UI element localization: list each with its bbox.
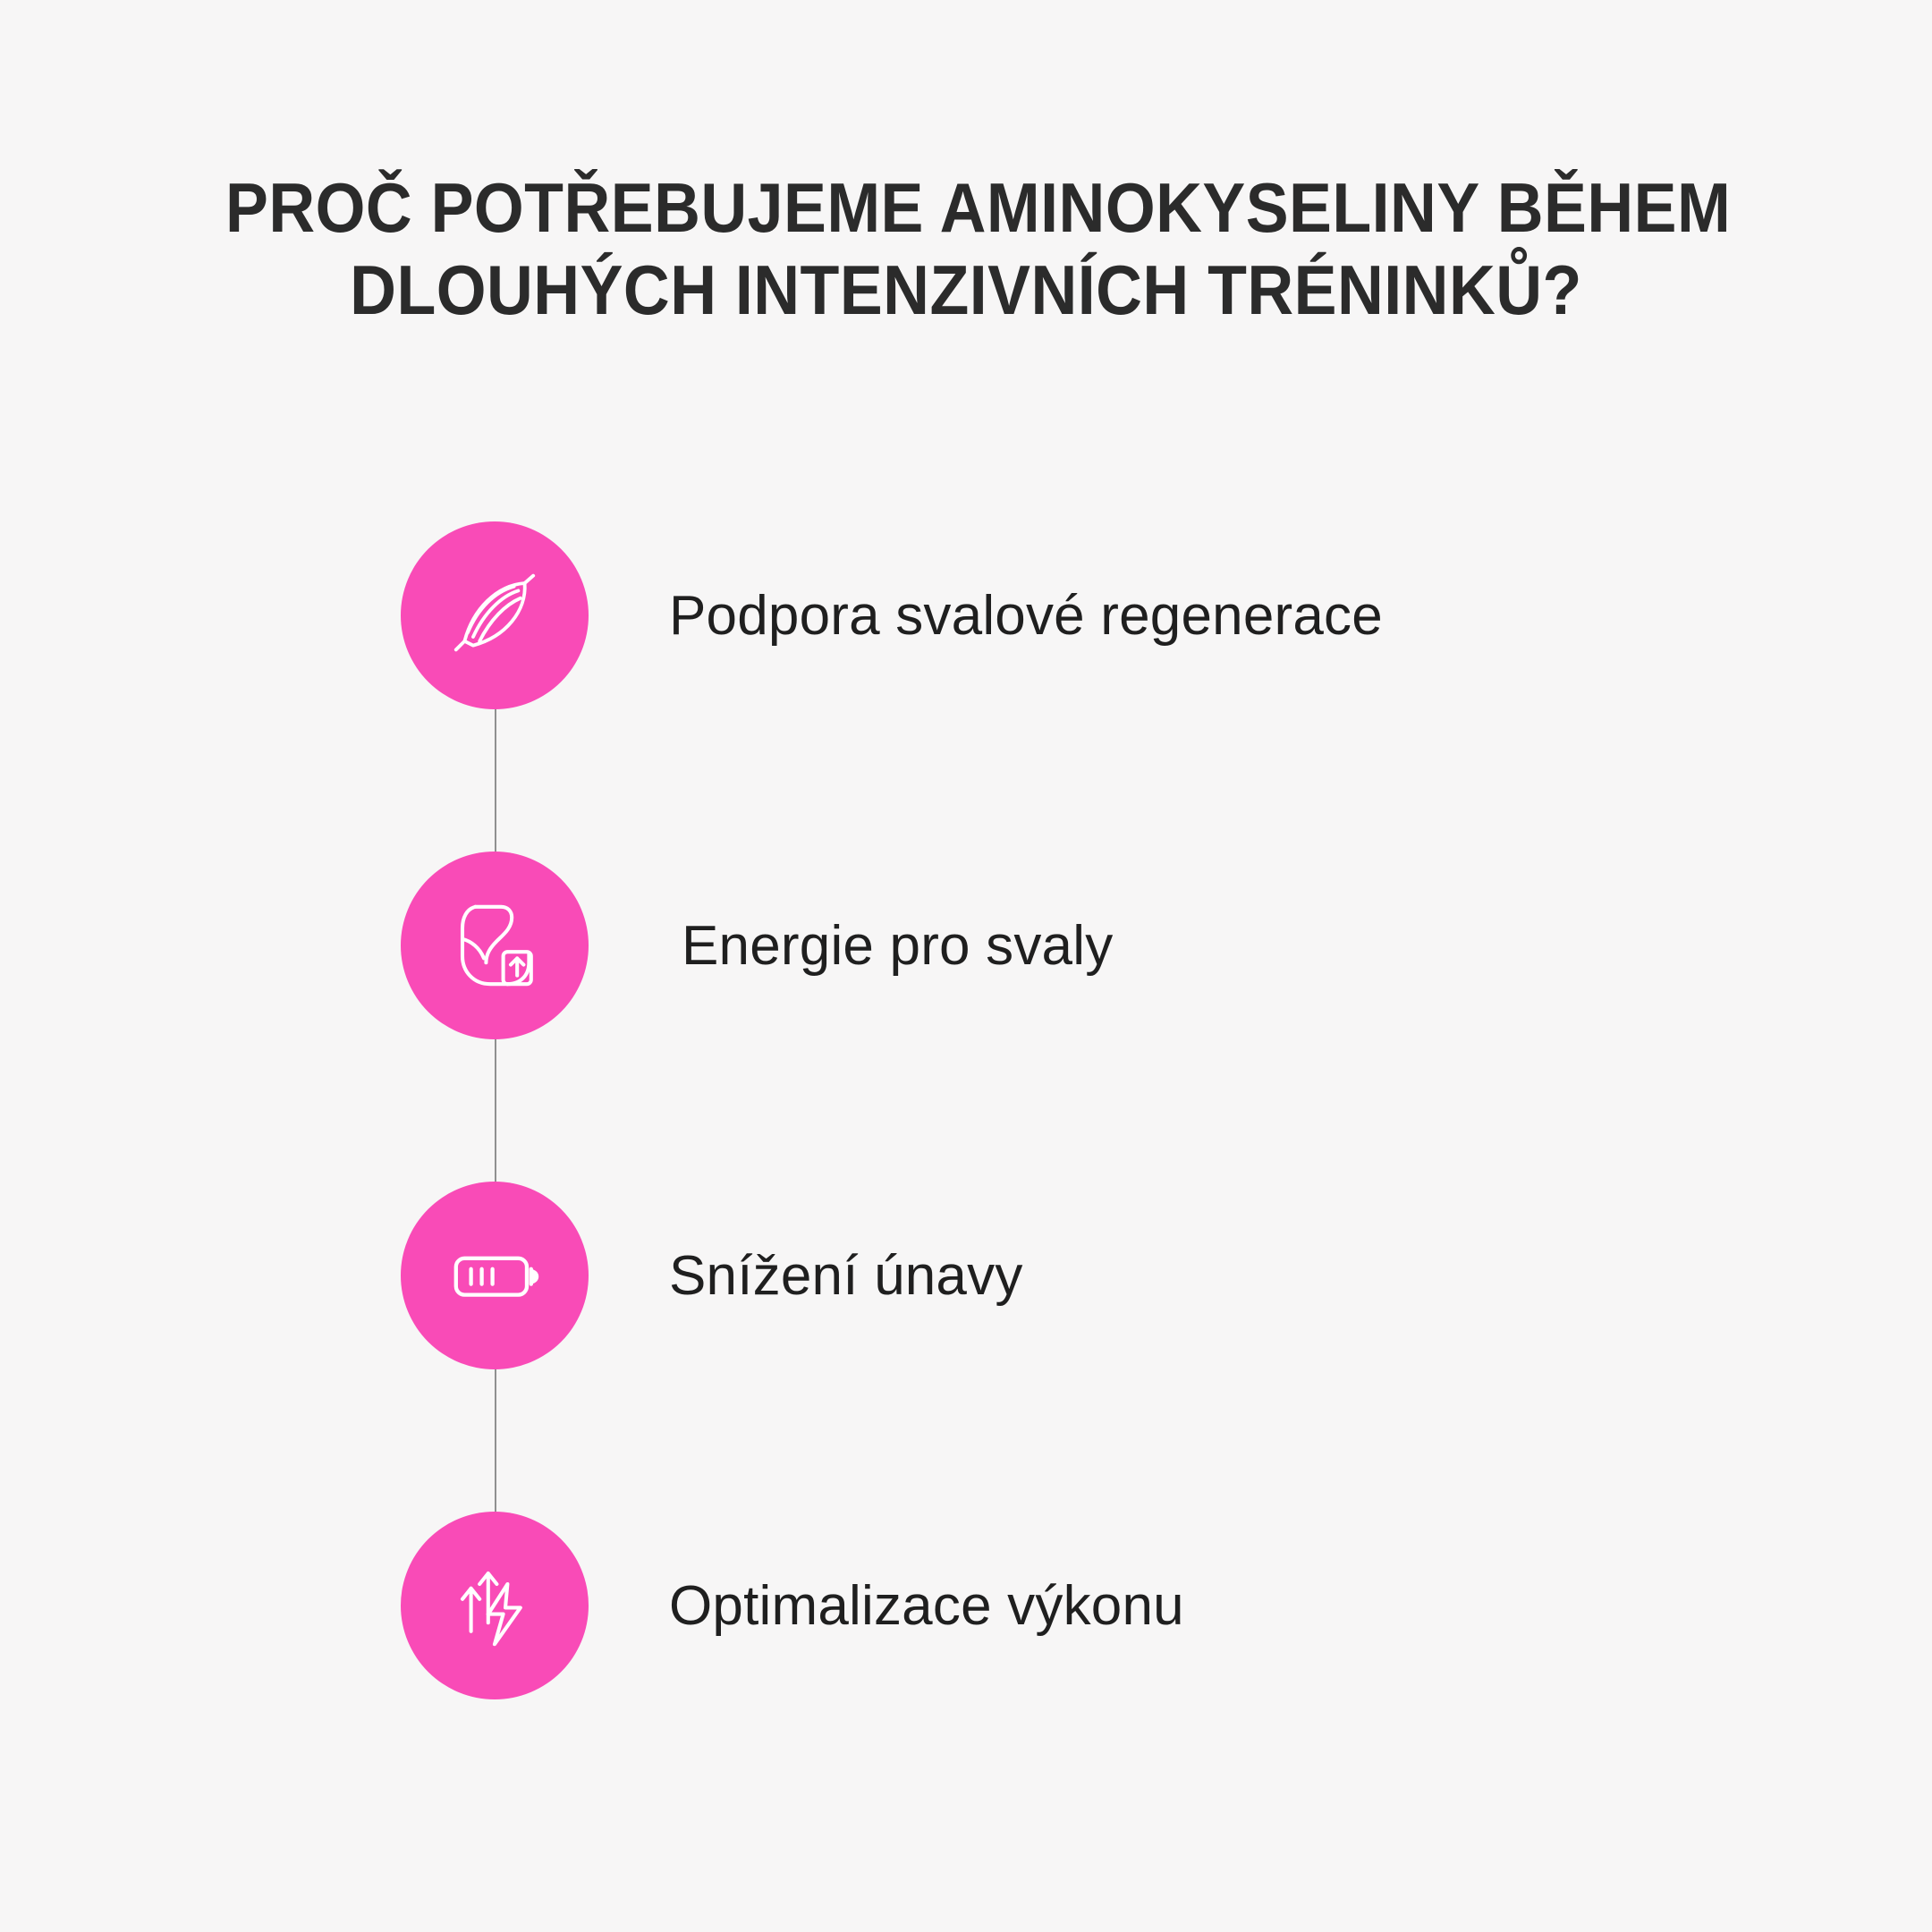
benefit-label-4: Optimalizace výkonu [669,1574,1184,1637]
page-title [0,166,1932,331]
title-line-1: PROČ POTŘEBUJEME AMINOKYSELINY BĚHEM [225,168,1732,247]
benefits-timeline [0,510,1932,1726]
battery-icon [441,1222,548,1329]
list-item [401,852,1742,1039]
timeline-connector-line [495,644,496,1619]
flexed-biceps-arrow-up-icon [441,892,548,999]
benefit-label-1: Podpora svalové regenerace [669,584,1383,647]
muscle-fiber-icon [441,562,548,669]
list-item [401,521,1742,709]
benefit-icon-badge-2 [401,852,589,1039]
list-item [401,1182,1742,1369]
benefit-icon-badge-4 [401,1512,589,1699]
benefit-label-2: Energie pro svaly [682,914,1114,977]
arrows-up-lightning-bolt-icon [441,1552,548,1659]
title-line-2: DLOUHÝCH INTENZIVNÍCH TRÉNINKŮ? [350,250,1582,330]
benefit-label-3: Snížení únavy [669,1244,1023,1307]
benefit-icon-badge-1 [401,521,589,709]
benefit-icon-badge-3 [401,1182,589,1369]
list-item [401,1512,1742,1699]
